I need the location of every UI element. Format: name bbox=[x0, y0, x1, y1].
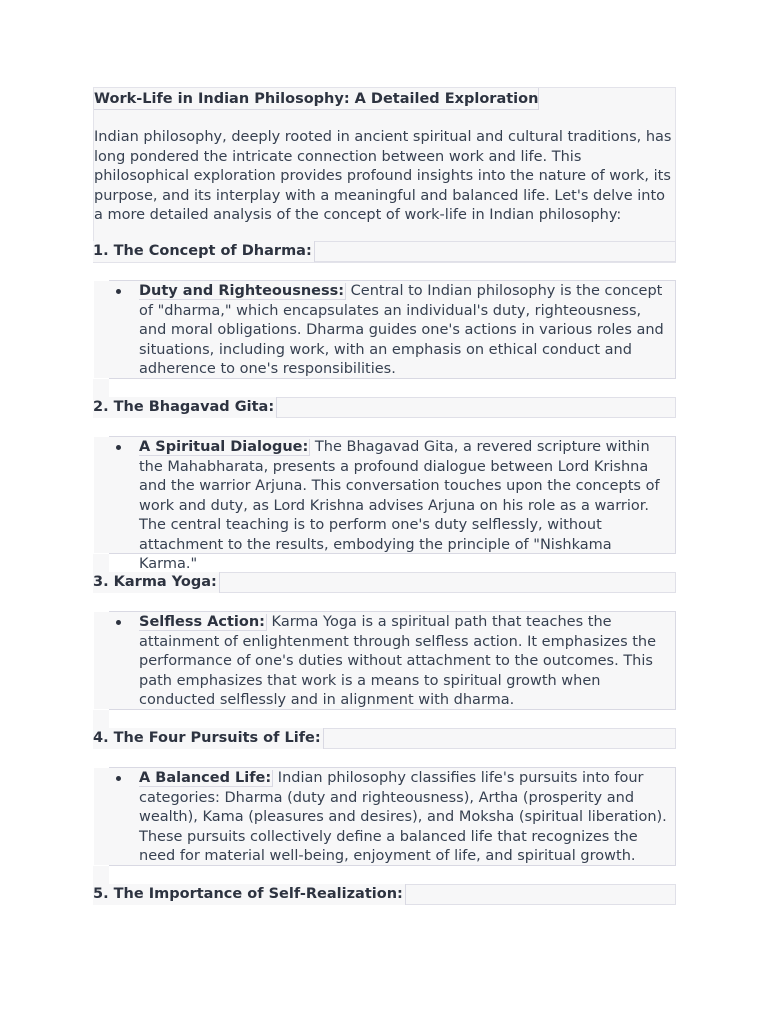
bullet-text: The Bhagavad Gita, a revered scripture within the Mahabharata, presents a profound dialogue between Lord Krishna and the warrior Arjuna. This conversation touches upon the concepts of work and duty, as Lord Krishna advises Arjuna on his role as a warrior. The central teaching is to perform one's duty selflessly, without attachment to the results, embodying the principle of "Nishkama Karma." bbox=[139, 439, 660, 572]
section-heading-karma-yoga bbox=[93, 572, 676, 593]
list-item-gita bbox=[109, 436, 676, 572]
section-heading-self-realization bbox=[93, 884, 676, 905]
bullet-gutter bbox=[94, 281, 110, 378]
bullet-icon bbox=[116, 620, 121, 625]
list-item-karma-yoga bbox=[109, 611, 676, 710]
spacer bbox=[93, 710, 676, 728]
title-block bbox=[93, 87, 676, 263]
section-heading-bhagavad-gita bbox=[93, 397, 676, 418]
section-heading-dharma bbox=[93, 241, 676, 262]
heading-text: 4. The Four Pursuits of Life: bbox=[93, 728, 324, 749]
document-title: Work-Life in Indian Philosophy: A Detailed Exploration bbox=[94, 88, 539, 110]
bullet-label: Duty and Righteousness: bbox=[139, 283, 345, 299]
bullet-icon bbox=[116, 776, 121, 781]
heading-text: 3. Karma Yoga: bbox=[93, 572, 220, 593]
bullet-gutter bbox=[94, 437, 110, 553]
bullet-label: A Spiritual Dialogue: bbox=[139, 439, 309, 455]
spacer bbox=[93, 379, 676, 397]
list-item-dharma bbox=[109, 280, 676, 379]
bullet-text: Indian philosophy classifies life's pursuits into four categories: Dharma (duty and righteousness), Artha (prosperity and wealth), Kama (pleasures and desires), and Moksha (spiritual liberation). These pursuits collectively define a balanced life that recognizes the need for material well-being, enjoyment of life, and spiritual growth. bbox=[139, 770, 667, 864]
section-heading-four-pursuits bbox=[93, 728, 676, 749]
bullet-text: Karma Yoga is a spiritual path that teaches the attainment of enlightenment through selfless action. It emphasizes the performance of one's duties without attachment to the outcomes. This path emphasizes that work is a means to spiritual growth when conducted selflessly and in alignment with dharma. bbox=[139, 614, 657, 708]
bullet-text: Central to Indian philosophy is the concept of "dharma," which encapsulates an individual's duty, righteousness, and moral obligations. Dharma guides one's actions in various roles and situations, including work, with an emphasis on ethical conduct and adherence to one's responsibilities. bbox=[139, 283, 664, 377]
bullet-icon bbox=[116, 289, 121, 294]
heading-text: 5. The Importance of Self-Realization: bbox=[93, 884, 406, 905]
bullet-gutter bbox=[94, 768, 110, 865]
list-item-four-pursuits bbox=[109, 767, 676, 866]
bullet-label: A Balanced Life: bbox=[139, 770, 272, 786]
spacer bbox=[93, 866, 676, 884]
intro-paragraph: Indian philosophy, deeply rooted in ancient spiritual and cultural traditions, has long pondered the intricate connection between work and life. This philosophical exploration provides profound insights into the nature of work, its purpose, and its interplay with a meaningful and balanced life. Let's delve into a more detailed analysis of the concept of work-life in Indian philosophy: bbox=[94, 129, 672, 223]
document bbox=[93, 87, 676, 905]
bullet-icon bbox=[116, 445, 121, 450]
heading-text: 1. The Concept of Dharma: bbox=[93, 241, 315, 262]
bullet-label: Selfless Action: bbox=[139, 614, 265, 630]
bullet-gutter bbox=[94, 612, 110, 709]
heading-text: 2. The Bhagavad Gita: bbox=[93, 397, 277, 418]
